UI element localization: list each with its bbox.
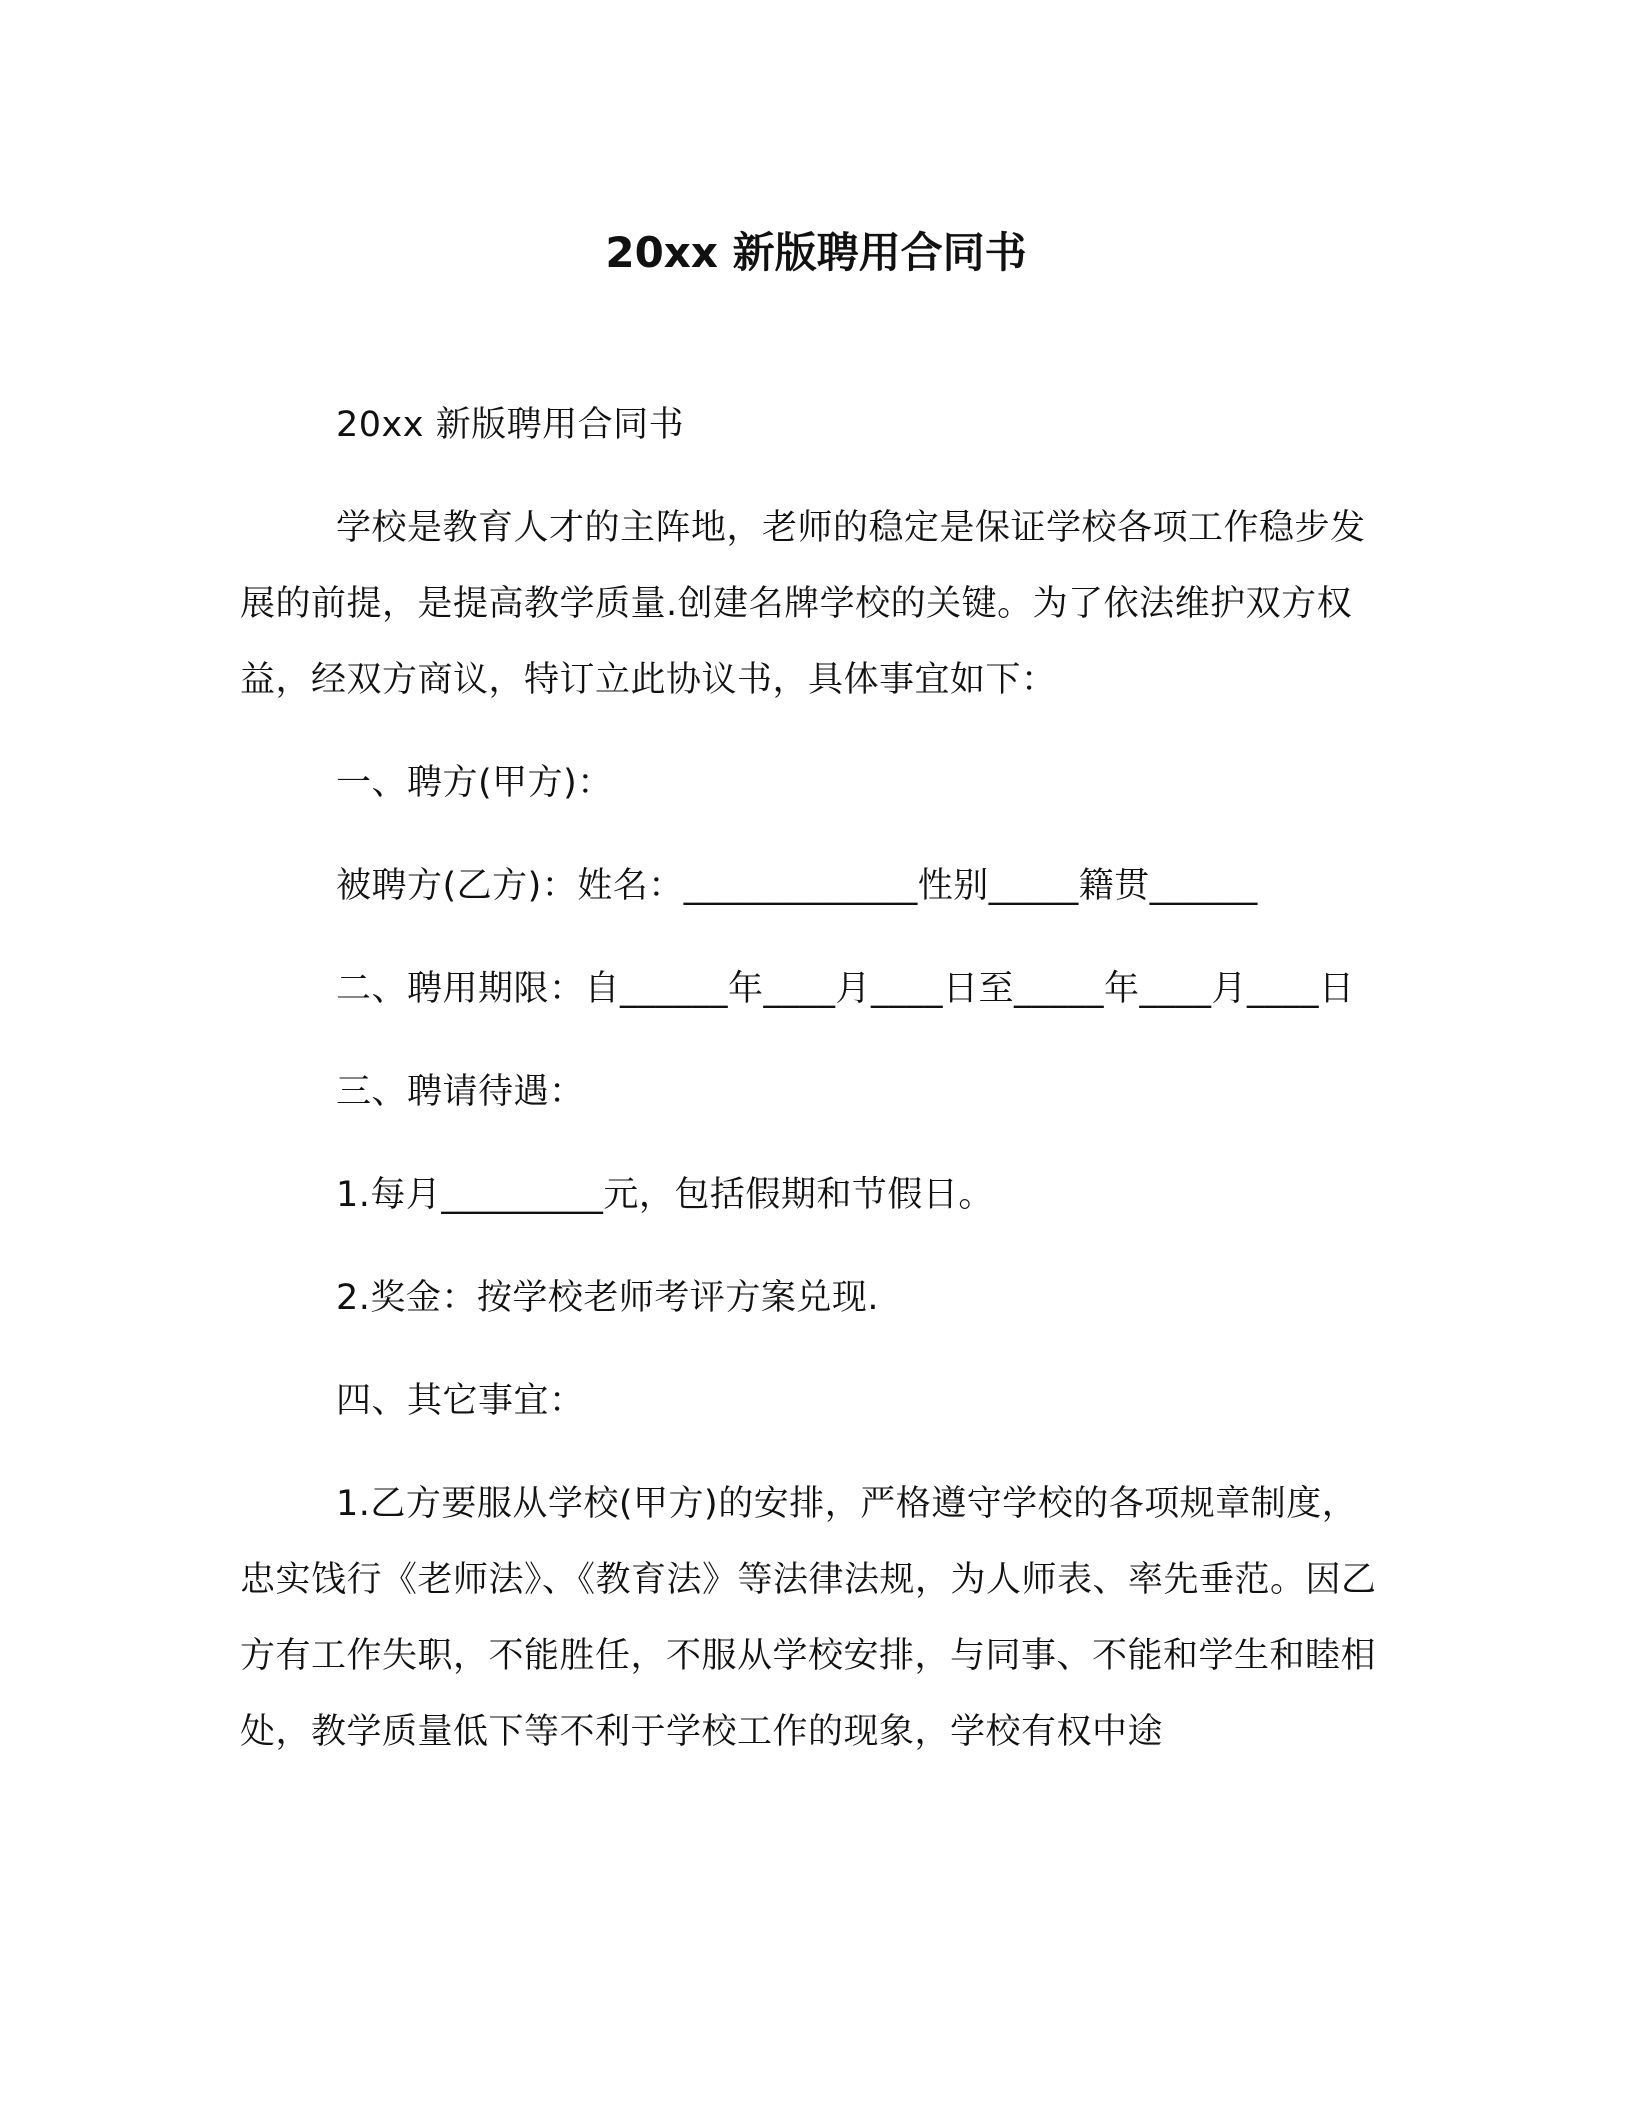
intro-paragraph: 学校是教育人才的主阵地，老师的稳定是保证学校各项工作稳步发展的前提，是提高教学质量.创建名牌学校的关键。为了依法维护双方权益，经双方商议，特订立此协议书，具体事宜如下： [240,508,1366,700]
employee-line: 被聘方(乙方)：姓名：_____________性别_____籍贯______ [336,866,1258,906]
obligation-paragraph: 1.乙方要服从学校(甲方)的安排，严格遵守学校的各项规章制度，忠实饯行《老师法》、《教育法》等法律法规，为人师表、率先垂范。因乙方有工作失职，不能胜任，不服从学校安排，与同事、不能和学生和睦相处，教学质量低下等不利于学校工作的现象，学校有权中途 [240,1484,1377,1752]
other-matters-heading: 四、其它事宜： [336,1381,585,1421]
salary-line: 1.每月_________元，包括假期和节假日。 [336,1175,994,1215]
subtitle-paragraph: 20xx 新版聘用合同书 [336,405,685,445]
term-paragraph: 二、聘用期限：自______年____月____日至_____年____月____日 [336,969,1355,1009]
employer-line: 一、聘方(甲方)： [336,763,613,803]
benefits-heading: 三、聘请待遇： [336,1072,585,1112]
document-body [240,387,1380,1770]
document-title: 20xx 新版聘用合同书 [605,228,1027,277]
bonus-line: 2.奖金：按学校老师考评方案兑现. [336,1278,880,1318]
